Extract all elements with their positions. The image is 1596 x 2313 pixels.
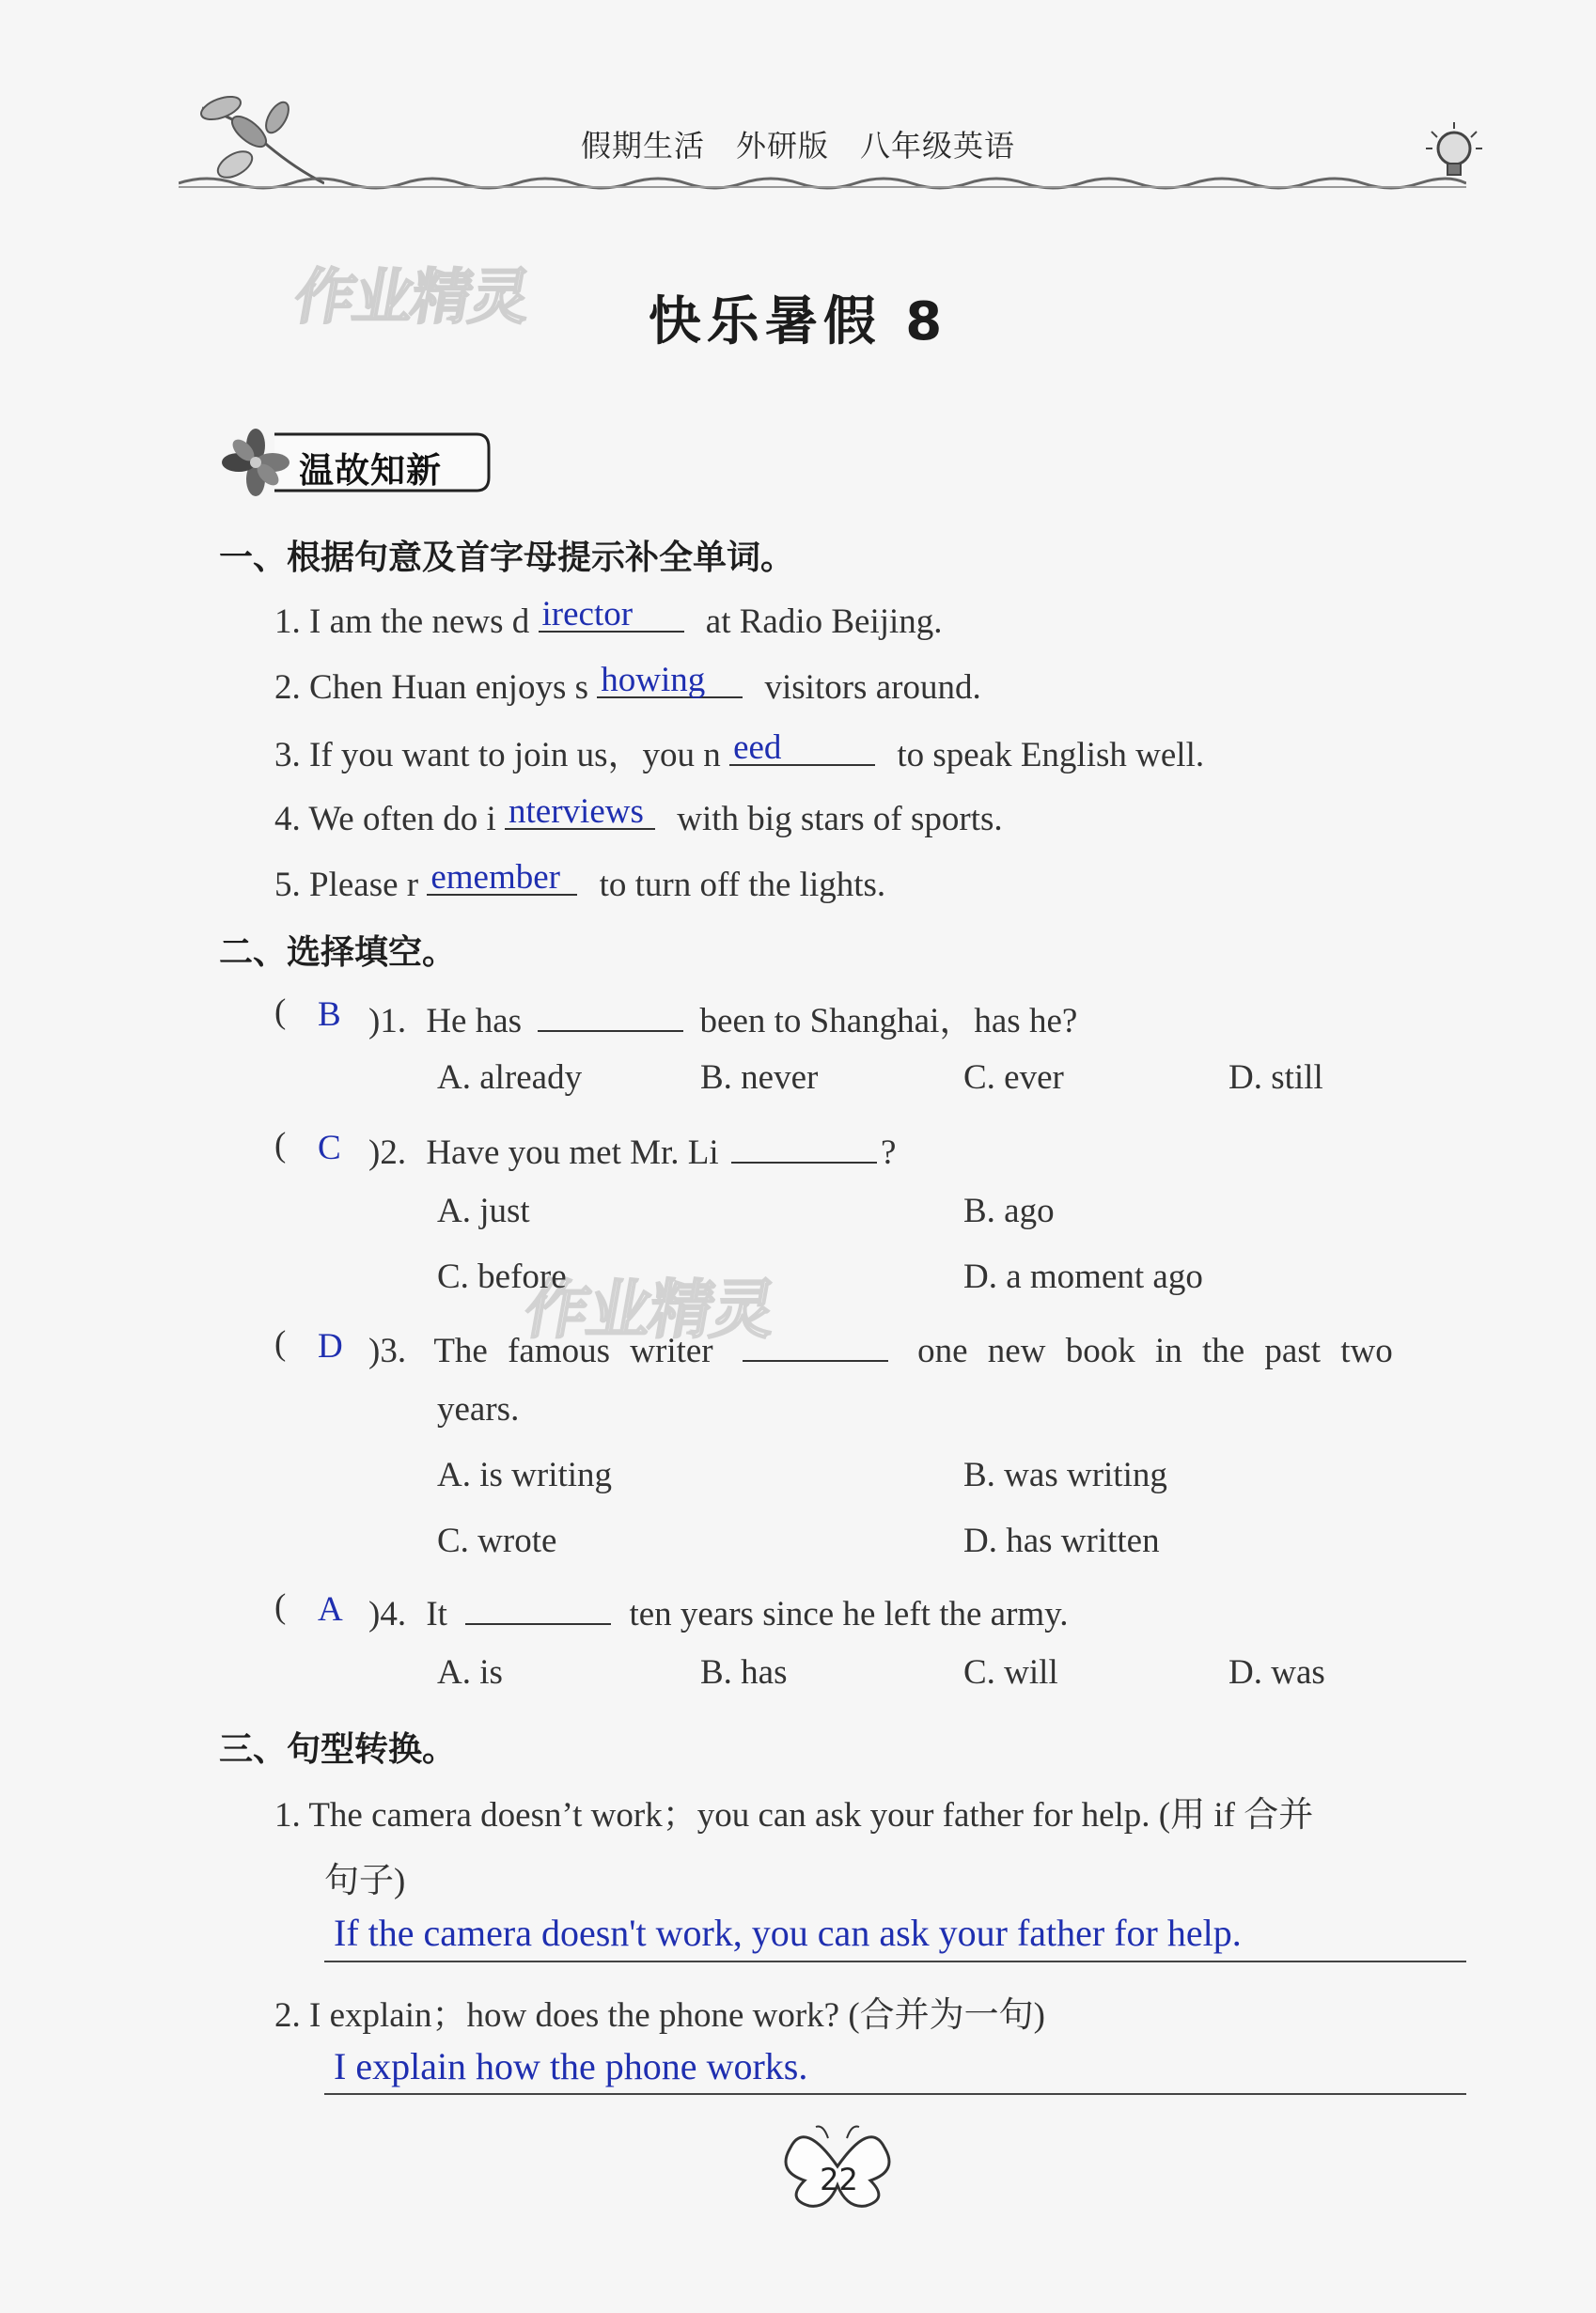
item-text: 3. If you want to join us，you n (274, 736, 721, 774)
answer-blank (597, 660, 743, 698)
option: C. ever (963, 1058, 1064, 1097)
choice-answer: D (318, 1327, 343, 1366)
item-text: at Radio Beijing. (705, 602, 943, 641)
option: C. wrote (437, 1522, 557, 1560)
item-text: been to Shanghai，has he? (699, 1002, 1078, 1040)
answer-blank (538, 993, 683, 1032)
watermark: 作业精灵 (518, 1274, 780, 1348)
item-text: years. (437, 1390, 520, 1429)
answer: eed (733, 728, 782, 767)
answer: emember (430, 857, 561, 897)
item-text: It (426, 1594, 447, 1633)
answer-blank (539, 594, 684, 633)
fill-item-5 (274, 857, 885, 905)
choice-item-2 (368, 1125, 896, 1173)
option: A. already (437, 1058, 583, 1097)
option: A. is writing (437, 1456, 613, 1494)
answer-blank (731, 1125, 877, 1164)
item-text: ten years since he left the army. (629, 1594, 1069, 1633)
item-text: The famous writer (433, 1331, 713, 1370)
handwritten-answer: I explain how the phone works. (334, 2045, 808, 2087)
item-text: to turn off the lights. (599, 865, 886, 904)
item-text: one new book in the past two (917, 1331, 1393, 1370)
choice-answer: C (318, 1129, 341, 1167)
choice-item-3 (368, 1323, 1393, 1371)
option: D. was (1228, 1653, 1325, 1692)
option: A. is (437, 1653, 503, 1692)
answer-paren: ( (274, 1587, 287, 1626)
answer: nterviews (509, 791, 644, 831)
item-text: ? (880, 1133, 897, 1172)
item-text: 2. Chen Huan enjoys s (274, 667, 588, 707)
header-title: 假期生活 外研版 八年级英语 (580, 128, 1015, 164)
answer-blank (729, 727, 875, 766)
item-text: Have you met Mr. Li (426, 1133, 719, 1172)
item-text: with big stars of sports. (677, 799, 1003, 838)
header-rule (179, 169, 1466, 197)
option: B. was writing (963, 1456, 1167, 1494)
answer-paren: ( (274, 1324, 287, 1363)
answer-line (324, 1961, 1466, 1962)
answer: irector (541, 594, 634, 633)
answer-paren: ( (274, 1126, 287, 1164)
option: B. ago (963, 1192, 1055, 1230)
fill-item-2 (274, 660, 981, 708)
answer-blank (743, 1323, 888, 1362)
option: B. never (700, 1058, 819, 1097)
watermark: 作业精灵 (289, 263, 535, 333)
section-1-heading: 一、根据句意及首字母提示补全单词。 (219, 539, 795, 577)
choice-item-1 (368, 992, 1077, 1042)
fill-item-3 (274, 726, 1204, 776)
option: C. before (437, 1258, 567, 1296)
badge-label: 温故知新 (299, 450, 442, 491)
option: D. a moment ago (963, 1258, 1203, 1296)
option: C. will (963, 1653, 1058, 1692)
answer-line (324, 2093, 1466, 2095)
option: D. still (1228, 1058, 1323, 1097)
answer-blank (505, 791, 655, 830)
answer: howing (601, 660, 706, 699)
answer-blank (427, 857, 577, 896)
option: A. just (437, 1192, 530, 1230)
option: D. has written (963, 1522, 1160, 1560)
fill-item-4 (274, 791, 1003, 839)
lightbulb-icon (1424, 122, 1485, 188)
answer-blank (465, 1586, 611, 1625)
answer-paren: ( (274, 992, 287, 1031)
choice-answer: A (318, 1590, 343, 1629)
item-number: )2. (368, 1133, 407, 1172)
item-number: )3. (368, 1331, 407, 1370)
transform-item-1: 1. The camera doesn’t work；you can ask your father for help. (用 if 合并 (274, 1796, 1314, 1835)
choice-answer: B (318, 995, 341, 1034)
transform-item-1-cont: 句子) (324, 1862, 406, 1900)
item-number: )4. (368, 1594, 407, 1633)
item-text: to speak English well. (897, 736, 1205, 774)
handwritten-answer: If the camera doesn't work, you can ask your father for help. (334, 1912, 1242, 1954)
item-text: 1. I am the news d (274, 602, 530, 641)
section-3-heading: 三、句型转换。 (219, 1730, 457, 1769)
item-text: visitors around. (764, 667, 981, 707)
item-text: 5. Please r (274, 865, 419, 904)
choice-item-4 (368, 1586, 1069, 1634)
item-text: 4. We often do i (274, 799, 496, 838)
transform-item-2: 2. I explain；how does the phone work? (合并为一句) (274, 1996, 1045, 2035)
option: B. has (700, 1653, 788, 1692)
item-number: )1. (368, 1002, 407, 1040)
fill-item-1 (274, 594, 943, 642)
page-number: 22 (820, 2162, 858, 2197)
section-2-heading: 二、选择填空。 (219, 933, 457, 972)
page-title: 快乐暑假 8 (648, 291, 948, 352)
item-text: He has (426, 1002, 523, 1040)
